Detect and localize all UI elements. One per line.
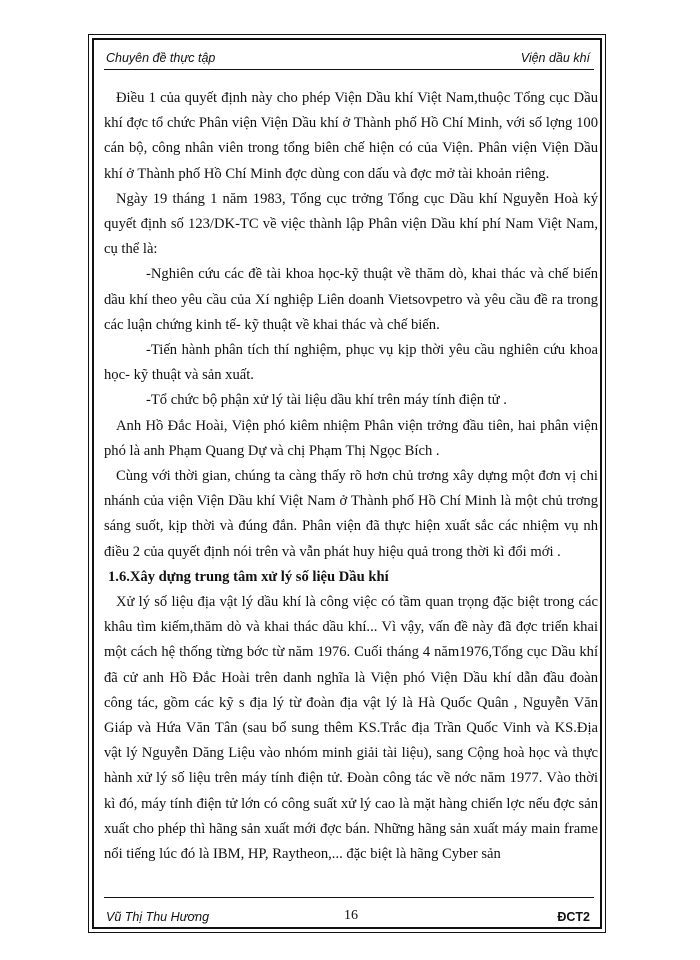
header-institute: Viện dầu khí — [520, 51, 590, 65]
page-footer — [104, 897, 594, 924]
paragraph-establishment-1983: Ngày 19 tháng 1 năm 1983, Tổng cục trởng Tổng cục Dầu khí Nguyễn Hoà ký quyết định số 123/DK-TC về việc thành lập Phân viện Dầu khí phí Nam Việt Nam, cụ thể là: — [104, 190, 598, 258]
section-heading: 1.6.Xây dựng trung tâm xử lý số liệu Dầu khí — [108, 568, 389, 585]
paragraph-data-processing-history: Xử lý số liệu địa vật lý dầu khí là công việc có tầm quan trọng đặc biệt trong các khâu tìm kiếm,thăm dò và khai thác dầu khí... Vì vậy, vấn đề này đã đợc triển khai một cách hệ thống từng bớc từ năm 1976. Cuối tháng 4 năm1976,Tổng cục Dầu khí đã cử anh Hồ Đắc Hoài trên danh nghĩa là Viện phó Viện Dầu khí dẫn đầu đoàn công tác, gồm các kỹ s địa lý từ đoàn địa vật lý là Hà Quốc Quân , Nguyễn Văn Giáp và Hứa Văn Tân (sau bổ sung thêm KS.Trắc địa Trần Quốc Vinh và KS.Địa vật lý Nguyễn Dăng Liệu vào nhóm minh giải tài liệu), sang Cộng hoà học và thực hành xử lý số liệu trên máy tính điện tử. Đoàn công tác về nớc năm 1977. Vào thời kì đó, máy tính điện tử lớn có công suất xử lý cao là mặt hàng chiến lợc nếu đợc sản xuất cho phép thì hãng sản xuất mới đợc bán. Những hãng sản xuất máy main frame nổi tiếng lúc đó là IBM, HP, Raytheon,... đặc biệt là hãng Cyber sản — [104, 594, 598, 863]
footer-author: Vũ Thị Thu Hương — [106, 910, 210, 924]
paragraph-evaluation: Cùng với thời gian, chúng ta càng thấy rõ hơn chủ trơng xây dựng một đơn vị chi nhánh của viện Viện Dầu khí Việt Nam ở Thành phố Hồ Chí Minh là một chủ trơng sáng suốt, kịp thời và đúng đắn. Phân viện đã thực hiện xuất sắc các nhiệm vụ nh điều 2 của quyết định nói trên và vẫn phát huy hiệu quả trong thời kì đổi mới . — [104, 468, 598, 560]
footer-page-number: 16 — [344, 908, 358, 923]
document-body — [104, 86, 598, 867]
bullet-data-processing-unit: -Tổ chức bộ phận xử lý tài liệu dầu khí trên máy tính điện tử . — [146, 392, 507, 409]
bullet-research-tasks: -Nghiên cứu các đề tài khoa học-kỹ thuật về thăm dò, khai thác và chế biến dầu khí theo yêu cầu của Xí nghiệp Liên doanh Vietsovpetro và yêu cầu đề ra trong các luận chứng kinh tế- kỹ thuật về khai thác và chế biến. — [104, 266, 598, 333]
footer-class-code: ĐCT2 — [557, 910, 590, 924]
bullet-laboratory-analysis: -Tiến hành phân tích thí nghiệm, phục vụ kịp thời yêu cầu nghiên cứu khoa học- kỹ thuật và sản xuất. — [104, 342, 598, 384]
paragraph-leadership: Anh Hồ Đắc Hoài, Viện phó kiêm nhiệm Phân viện trởng đầu tiên, hai phân viện phó là anh Phạm Quang Dự và chị Phạm Thị Ngọc Bích . — [104, 417, 598, 459]
header-document-type: Chuyên đề thực tập — [106, 51, 216, 65]
page-header — [104, 41, 594, 70]
paragraph-decision-article-1: Điều 1 của quyết định này cho phép Viện Dầu khí Việt Nam,thuộc Tổng cục Dầu khí đợc tổ chức Phân viện Viện Dầu khí ở Thành phố Hồ Chí Minh, với số lợng 100 cán bộ, công nhân viên trong tổng biên chế hiện có của Viện. Phân viện Viện Dầu khí ở Thành phố Hồ Chí Minh đợc dùng con dấu và đợc mở tài khoản riêng. — [104, 90, 598, 182]
